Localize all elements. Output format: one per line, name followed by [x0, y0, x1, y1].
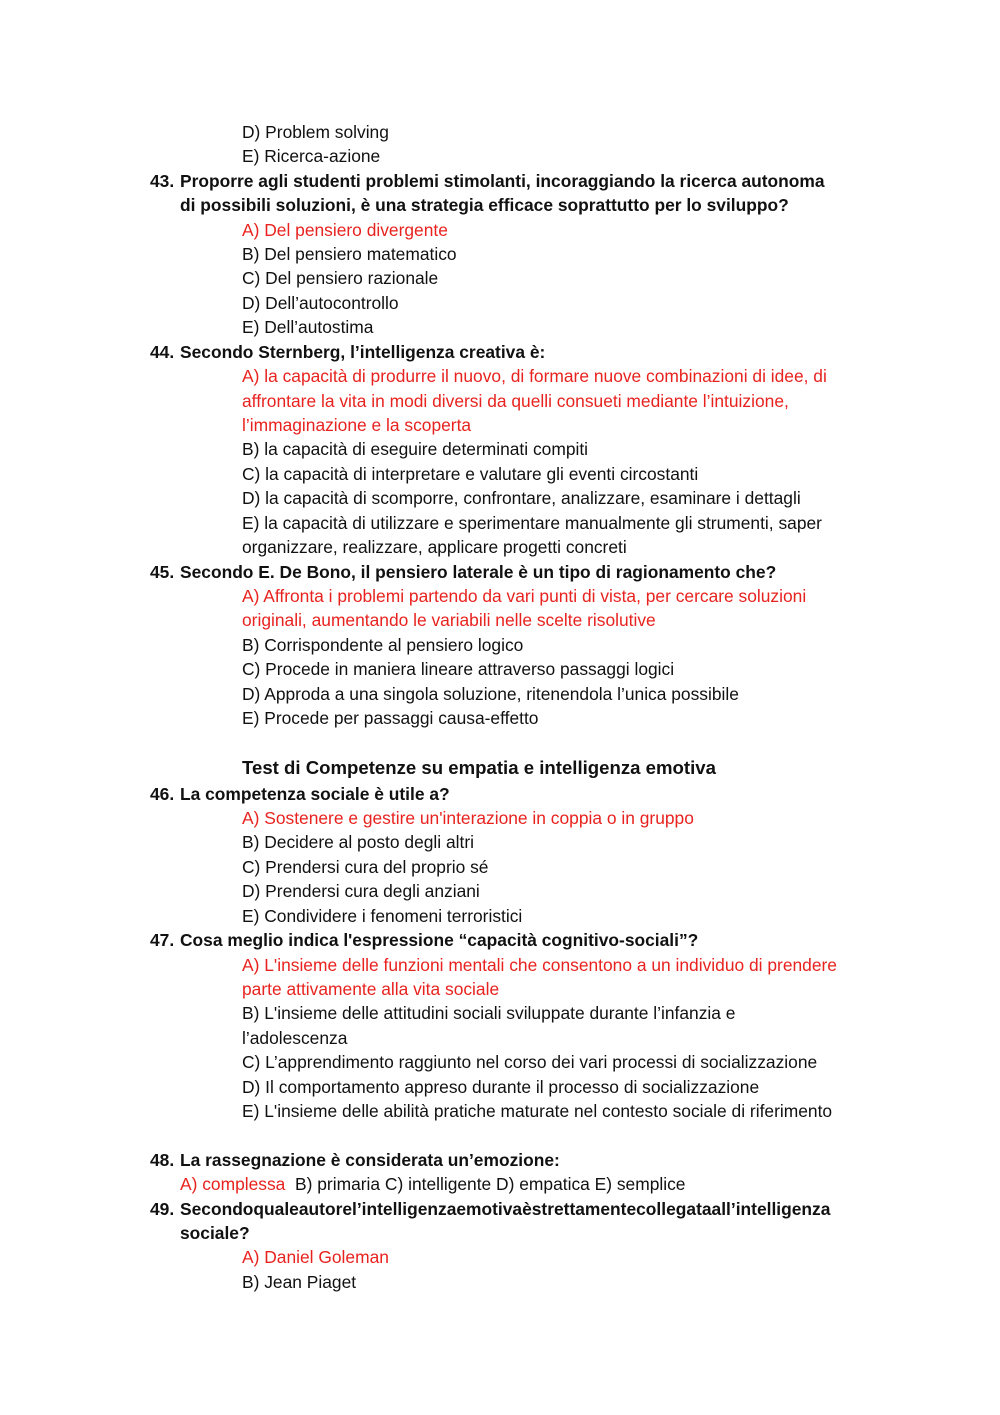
- q46-option-b: B) Decidere al posto degli altri: [242, 832, 474, 852]
- q45-option-c: C) Procede in maniera lineare attraverso passaggi logici: [242, 659, 675, 679]
- q47-number: 47.: [150, 930, 175, 950]
- q47-option-c: C) L’apprendimento raggiunto nel corso dei vari processi di socializzazione: [242, 1052, 818, 1072]
- q44-option-e-1: E) la capacità di utilizzare e sperimentare manualmente gli strumenti, saper: [242, 513, 822, 533]
- q49-number: 49.: [150, 1199, 175, 1219]
- q44-option-a-3: l’immaginazione e la scoperta: [242, 415, 472, 435]
- q46-question: [150, 783, 450, 805]
- q44-question: [150, 341, 545, 363]
- q43-option-b: B) Del pensiero matematico: [242, 244, 457, 264]
- q43-option-a: A) Del pensiero divergente: [242, 220, 448, 240]
- q44-option-d: D) la capacità di scomporre, confrontare, analizzare, esaminare i dettagli: [242, 488, 801, 508]
- q43-question: [150, 170, 825, 192]
- q45-option-a-1: A) Affronta i problemi partendo da vari punti di vista, per cercare soluzioni: [242, 586, 807, 606]
- q48-options-rest: B) primaria C) intelligente D) empatica E) semplice: [295, 1174, 686, 1194]
- q47-option-a-1: A) L'insieme delle funzioni mentali che consentono a un individuo di prendere: [242, 955, 837, 975]
- q43-option-e: E) Dell’autostima: [242, 317, 374, 337]
- q44-text: Secondo Sternberg, l’intelligenza creativa è:: [180, 342, 546, 362]
- q47-option-b-2: l’adolescenza: [242, 1028, 348, 1048]
- q49-text-2: sociale?: [180, 1223, 250, 1243]
- q44-number: 44.: [150, 342, 175, 362]
- q48-text: La rassegnazione è considerata un’emozione:: [180, 1150, 560, 1170]
- q43-number: 43.: [150, 171, 175, 191]
- q44-option-b: B) la capacità di eseguire determinati compiti: [242, 439, 589, 459]
- q49-text-1: Secondoqualeautorel’intelligenzaemotivaèstrettamentecollegataall’intelligenza: [180, 1199, 831, 1219]
- q47-option-a-2: parte attivamente alla vita sociale: [242, 979, 500, 999]
- q43-text-1: Proporre agli studenti problemi stimolanti, incoraggiando la ricerca autonoma: [180, 171, 825, 191]
- q46-text: La competenza sociale è utile a?: [180, 784, 450, 804]
- q45-option-e: E) Procede per passaggi causa-effetto: [242, 708, 539, 728]
- q46-number: 46.: [150, 784, 175, 804]
- q44-option-c: C) la capacità di interpretare e valutare gli eventi circostanti: [242, 464, 699, 484]
- q43-option-d: D) Dell’autocontrollo: [242, 293, 399, 313]
- q46-option-d: D) Prendersi cura degli anziani: [242, 881, 480, 901]
- q44-option-a-2: affrontare la vita in modi diversi da quelli consueti mediante l’intuizione,: [242, 391, 789, 411]
- q45-option-d: D) Approda a una singola soluzione, ritenendola l’unica possibile: [242, 684, 739, 704]
- q49-question: [150, 1198, 830, 1220]
- q44-option-e-2: organizzare, realizzare, applicare progetti concreti: [242, 537, 627, 557]
- q45-text: Secondo E. De Bono, il pensiero laterale è un tipo di ragionamento che?: [180, 562, 777, 582]
- q43-text-2: di possibili soluzioni, è una strategia efficace soprattutto per lo sviluppo?: [180, 195, 789, 215]
- q42-option-e: E) Ricerca-azione: [242, 146, 381, 166]
- q47-option-e: E) L'insieme delle abilità pratiche maturate nel contesto sociale di riferimento: [242, 1101, 833, 1121]
- q47-option-d: D) Il comportamento appreso durante il processo di socializzazione: [242, 1077, 760, 1097]
- q45-option-a-2: originali, aumentando le variabili nelle scelte risolutive: [242, 610, 656, 630]
- q47-question: [150, 929, 698, 951]
- q45-number: 45.: [150, 562, 175, 582]
- q49-option-a: A) Daniel Goleman: [242, 1247, 389, 1267]
- q47-text: Cosa meglio indica l'espressione “capacità cognitivo-sociali”?: [180, 930, 699, 950]
- q46-option-a: A) Sostenere e gestire un'interazione in coppia o in gruppo: [242, 808, 694, 828]
- section-heading: Test di Competenze su empatia e intelligenza emotiva: [242, 757, 716, 778]
- q48-number: 48.: [150, 1150, 175, 1170]
- q46-option-e: E) Condividere i fenomeni terroristici: [242, 906, 523, 926]
- q43-option-c: C) Del pensiero razionale: [242, 268, 439, 288]
- q48-question: [150, 1149, 560, 1171]
- q48-option-a: A) complessa: [180, 1174, 286, 1194]
- q45-question: [150, 561, 776, 583]
- q45-option-b: B) Corrispondente al pensiero logico: [242, 635, 524, 655]
- q49-option-b: B) Jean Piaget: [242, 1272, 357, 1292]
- q48-options: [180, 1173, 685, 1195]
- q44-option-a-1: A) la capacità di produrre il nuovo, di formare nuove combinazioni di idee, di: [242, 366, 827, 386]
- q42-option-d: D) Problem solving: [242, 122, 389, 142]
- q47-option-b-1: B) L'insieme delle attitudini sociali sviluppate durante l’infanzia e: [242, 1003, 736, 1023]
- q46-option-c: C) Prendersi cura del proprio sé: [242, 857, 489, 877]
